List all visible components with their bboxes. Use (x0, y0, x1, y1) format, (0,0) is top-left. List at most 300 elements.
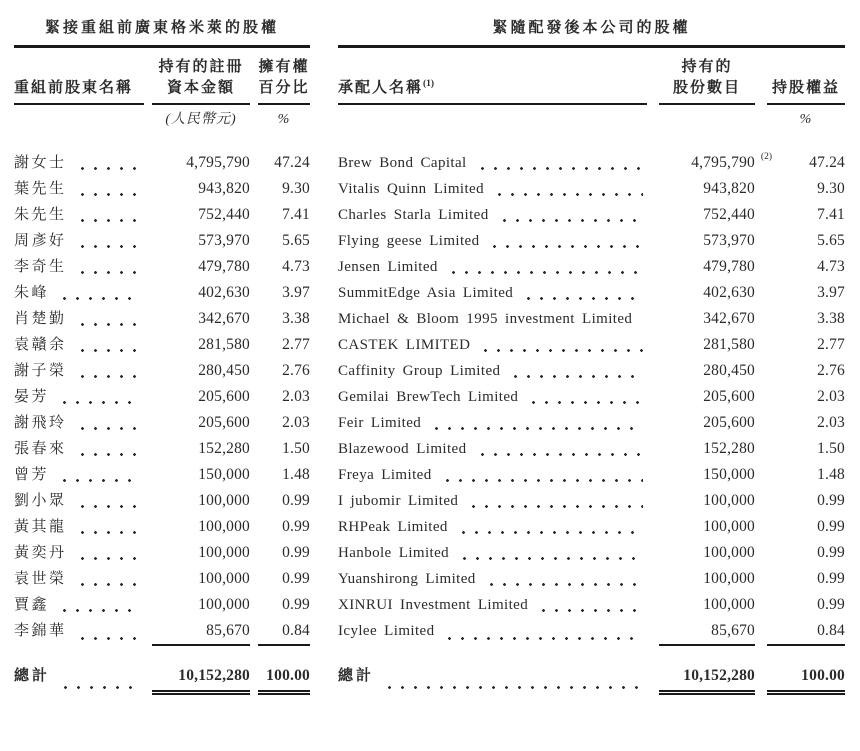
percent-cell (258, 618, 310, 646)
amount-cell (659, 150, 772, 176)
pre-reorg-table-title: 緊接重組前廣東格米萊的股權 (14, 16, 310, 48)
shareholder-name: 袁世榮 (14, 571, 67, 587)
total-amount: 10,152,280 (178, 667, 250, 684)
dot-leader (479, 348, 643, 353)
shareholder-name-cell (338, 488, 647, 514)
percent-cell (767, 514, 845, 540)
shareholder-name-cell (14, 358, 144, 384)
dot-leader (527, 400, 643, 405)
shareholder-name-cell (338, 436, 647, 462)
table-row (338, 436, 845, 462)
column-header-line2: 百分比 (258, 80, 310, 96)
shareholder-name-cell (14, 384, 144, 410)
percent-cell (767, 358, 845, 384)
table-row (14, 280, 310, 306)
amount-value: 205,600 (703, 388, 755, 405)
dot-leader (76, 426, 140, 431)
table-row (14, 202, 310, 228)
column-header-line2: 資本金額 (166, 80, 235, 96)
dot-leader (458, 556, 643, 561)
percent-value: 2.77 (282, 336, 310, 353)
shareholder-name: Freya Limited (338, 467, 432, 483)
shareholder-name: 肖楚勤 (14, 311, 67, 327)
dot-leader (58, 608, 140, 613)
total-percent-cell (258, 663, 310, 695)
dot-leader (76, 582, 140, 587)
dot-leader (76, 504, 140, 509)
table-row (14, 488, 310, 514)
column-header-shares-held (659, 57, 755, 105)
pre-reorg-rows (14, 150, 310, 646)
table-row (338, 410, 845, 436)
percent-value: 4.73 (282, 258, 310, 275)
dot-leader (476, 452, 643, 457)
percent-value: 47.24 (809, 154, 845, 171)
shareholder-name-cell (14, 150, 144, 176)
dot-leader (76, 270, 140, 275)
percent-value: 5.65 (282, 232, 310, 249)
amount-cell (152, 436, 250, 462)
shareholder-name-cell (14, 566, 144, 592)
percent-value: 0.99 (282, 596, 310, 613)
shareholder-name-cell (338, 462, 647, 488)
amount-value: 85,670 (711, 622, 755, 639)
shareholder-name: 晏芳 (14, 389, 50, 405)
dot-leader (498, 218, 643, 223)
total-label: 總計 (14, 668, 51, 684)
table-row (338, 306, 845, 332)
dot-leader (509, 374, 643, 379)
shareholder-name-cell (338, 618, 647, 646)
amount-value: 752,440 (703, 206, 755, 223)
percent-cell (258, 358, 310, 384)
amount-cell (659, 332, 755, 358)
shareholder-name: 謝飛玲 (14, 415, 67, 431)
percent-cell (767, 592, 845, 618)
dot-leader (76, 556, 140, 561)
amount-value: 100,000 (703, 544, 755, 561)
table-row (14, 618, 310, 646)
column-header-line1: 持有的註冊 (158, 59, 244, 75)
percent-value: 2.76 (817, 362, 845, 379)
amount-cell (152, 540, 250, 566)
shareholder-name-cell (14, 176, 144, 202)
amount-value: 100,000 (703, 596, 755, 613)
percent-cell (767, 332, 845, 358)
shareholder-name: 賈鑫 (14, 597, 50, 613)
shareholder-name: 謝子榮 (14, 363, 67, 379)
table-row (14, 358, 310, 384)
pre-reorg-equity-table (14, 16, 310, 695)
table-row (14, 228, 310, 254)
post-placing-subheaders (338, 110, 845, 130)
table-row (338, 514, 845, 540)
amount-value: 205,600 (198, 414, 250, 431)
amount-value: 152,280 (198, 440, 250, 457)
amount-value: 85,670 (206, 622, 250, 639)
amount-value: 100,000 (703, 570, 755, 587)
shareholder-name-cell (338, 410, 647, 436)
table-row (338, 566, 845, 592)
percent-cell (767, 540, 845, 566)
amount-cell (659, 384, 755, 410)
total-percent-cell (767, 663, 845, 695)
shareholder-name-cell (338, 358, 647, 384)
column-header-line1: 擁有權 (258, 59, 310, 75)
table-row (338, 254, 845, 280)
amount-value: 280,450 (703, 362, 755, 379)
table-row (338, 332, 845, 358)
amount-value: 100,000 (198, 544, 250, 561)
shareholder-name-cell (14, 514, 144, 540)
percent-cell (258, 384, 310, 410)
dot-leader (58, 296, 140, 301)
percent-cell (258, 592, 310, 618)
percent-cell (258, 462, 310, 488)
shareholder-name: XINRUI Investment Limited (338, 597, 529, 613)
percent-cell (258, 280, 310, 306)
percent-value: 0.99 (817, 492, 845, 509)
shareholder-name-cell (14, 280, 144, 306)
percent-value: 0.99 (817, 596, 845, 613)
shareholder-name: Vitalis Quinn Limited (338, 181, 484, 197)
pre-reorg-total-row (14, 663, 310, 695)
shareholder-name: 周彥好 (14, 233, 67, 249)
percent-cell (258, 202, 310, 228)
percent-cell (767, 566, 845, 592)
dot-leader (488, 244, 643, 249)
percent-value: 3.38 (817, 310, 845, 327)
shareholder-name: Charles Starla Limited (338, 207, 489, 223)
table-row (14, 306, 310, 332)
amount-value: 152,280 (703, 440, 755, 457)
shareholder-name: 葉先生 (14, 181, 67, 197)
amount-cell (659, 618, 755, 646)
amount-value: 100,000 (198, 570, 250, 587)
percent-value: 1.48 (817, 466, 845, 483)
dot-leader (76, 192, 140, 197)
table-row (14, 592, 310, 618)
amount-value: 205,600 (703, 414, 755, 431)
table-row (338, 540, 845, 566)
shareholder-name: Flying geese Limited (338, 233, 480, 249)
shareholder-name: 李錦華 (14, 623, 67, 639)
column-header-ownership-pct (258, 57, 310, 105)
shareholder-name-cell (14, 488, 144, 514)
shareholder-name: 朱峰 (14, 285, 50, 301)
percent-cell (767, 306, 845, 332)
shareholder-name-cell (14, 436, 144, 462)
amount-cell (152, 306, 250, 332)
percent-cell (258, 254, 310, 280)
table-row (338, 384, 845, 410)
percent-value: 1.50 (282, 440, 310, 457)
percent-value: 0.84 (282, 622, 310, 639)
post-placing-equity-table (338, 16, 845, 695)
percent-cell (258, 540, 310, 566)
shareholder-name-cell (338, 254, 647, 280)
dot-leader (443, 636, 643, 641)
percent-value: 0.99 (817, 544, 845, 561)
shareholder-name-cell (338, 566, 647, 592)
shareholder-name-cell (338, 150, 647, 176)
amount-value: 943,820 (703, 180, 755, 197)
percent-value: 2.03 (282, 388, 310, 405)
dot-leader (76, 374, 140, 379)
total-amount: 10,152,280 (683, 667, 755, 684)
shareholding-tables (14, 16, 845, 695)
amount-cell (152, 176, 250, 202)
amount-cell (659, 280, 755, 306)
amount-cell (152, 410, 250, 436)
percent-value: 9.30 (817, 180, 845, 197)
percent-value: 2.03 (817, 414, 845, 431)
percent-sign: % (277, 112, 291, 127)
percent-value: 0.84 (817, 622, 845, 639)
amount-value: 205,600 (198, 388, 250, 405)
amount-cell (659, 540, 755, 566)
percent-value: 2.03 (817, 388, 845, 405)
amount-value: 4,795,790 (186, 154, 250, 171)
shareholder-name: 謝女士 (14, 155, 67, 171)
footnote-marker: (2) (760, 152, 772, 162)
percent-value: 2.76 (282, 362, 310, 379)
dot-leader (76, 322, 140, 327)
percent-cell (767, 176, 845, 202)
amount-cell (659, 254, 755, 280)
dot-leader (76, 530, 140, 535)
percent-cell (767, 384, 845, 410)
amount-cell (152, 254, 250, 280)
total-label-cell (338, 663, 647, 695)
dot-leader (447, 270, 643, 275)
table-row (14, 384, 310, 410)
percent-cell (258, 228, 310, 254)
shareholder-name: SummitEdge Asia Limited (338, 285, 514, 301)
shareholder-name: Hanbole Limited (338, 545, 450, 561)
table-row (14, 150, 310, 176)
shareholder-name-cell (338, 202, 647, 228)
shareholder-name-cell (14, 592, 144, 618)
percent-value: 2.77 (817, 336, 845, 353)
percent-cell (767, 488, 845, 514)
table-row (14, 540, 310, 566)
amount-cell (152, 592, 250, 618)
shareholder-name: I jubomir Limited (338, 493, 459, 509)
amount-value: 150,000 (703, 466, 755, 483)
table-row (14, 436, 310, 462)
amount-cell (152, 462, 250, 488)
shareholder-name: Blazewood Limited (338, 441, 467, 457)
shareholder-name-cell (14, 306, 144, 332)
shareholder-name: Michael & Bloom 1995 investment Limited (338, 311, 633, 327)
shareholder-name-cell (338, 540, 647, 566)
shareholder-name: Brew Bond Capital (338, 155, 467, 171)
shareholder-name: 朱先生 (14, 207, 67, 223)
percent-cell (258, 150, 310, 176)
percent-value: 1.50 (817, 440, 845, 457)
percent-cell (258, 566, 310, 592)
table-row (338, 358, 845, 384)
shareholder-name: Gemilai BrewTech Limited (338, 389, 519, 405)
percent-value: 9.30 (282, 180, 310, 197)
amount-cell (152, 488, 250, 514)
dot-leader (58, 400, 140, 405)
percent-value: 2.03 (282, 414, 310, 431)
total-percent: 100.00 (801, 667, 845, 684)
dot-leader (641, 322, 643, 327)
shareholder-name: 李奇生 (14, 259, 67, 275)
shareholder-name-cell (338, 280, 647, 306)
shareholder-name-cell (14, 462, 144, 488)
total-label-cell (14, 663, 144, 695)
percent-cell (767, 410, 845, 436)
amount-value: 4,795,790 (691, 154, 755, 171)
shareholder-name: 袁贛余 (14, 337, 67, 353)
post-placing-rows (338, 150, 845, 646)
amount-value: 100,000 (703, 492, 755, 509)
shareholder-name: 張春來 (14, 441, 67, 457)
dot-leader (457, 530, 643, 535)
pre-reorg-subheaders (14, 110, 310, 130)
shareholder-name: 黃其龍 (14, 519, 67, 535)
shareholder-name: Jensen Limited (338, 259, 438, 275)
table-row (338, 592, 845, 618)
dot-leader (476, 166, 643, 171)
shareholder-name-cell (338, 514, 647, 540)
dot-leader (467, 504, 643, 509)
table-row (14, 514, 310, 540)
table-row (338, 150, 845, 176)
column-header-registered-capital (152, 57, 250, 105)
dot-leader (522, 296, 643, 301)
percent-value: 7.41 (817, 206, 845, 223)
percent-sign: % (799, 112, 813, 127)
amount-cell (659, 410, 755, 436)
percent-value: 5.65 (817, 232, 845, 249)
percent-cell (767, 150, 845, 176)
amount-value: 479,780 (703, 258, 755, 275)
amount-value: 479,780 (198, 258, 250, 275)
table-row (338, 618, 845, 646)
dot-leader (76, 452, 140, 457)
shareholder-name-cell (338, 592, 647, 618)
amount-cell (659, 228, 755, 254)
amount-cell (152, 566, 250, 592)
shareholder-name-cell (338, 306, 647, 332)
shareholder-name-cell (14, 618, 144, 646)
table-row (338, 228, 845, 254)
dot-leader (493, 192, 643, 197)
table-row (338, 202, 845, 228)
table-row (338, 462, 845, 488)
dot-leader (485, 582, 643, 587)
percent-value: 0.99 (817, 570, 845, 587)
shareholder-name-cell (14, 202, 144, 228)
percent-cell (767, 254, 845, 280)
shareholder-name: 黃奕丹 (14, 545, 67, 561)
amount-value: 943,820 (198, 180, 250, 197)
percent-cell (767, 202, 845, 228)
amount-value: 402,630 (198, 284, 250, 301)
amount-value: 573,970 (198, 232, 250, 249)
dot-leader (430, 426, 643, 431)
amount-cell (659, 488, 755, 514)
percent-cell (258, 436, 310, 462)
percent-value: 1.48 (282, 466, 310, 483)
shareholder-name: 劉小眾 (14, 493, 67, 509)
percent-cell (767, 462, 845, 488)
shareholder-name: 曾芳 (14, 467, 50, 483)
shareholder-name-cell (338, 228, 647, 254)
amount-cell (659, 436, 755, 462)
amount-cell (152, 358, 250, 384)
amount-cell (659, 176, 755, 202)
dot-leader (76, 218, 140, 223)
table-row (14, 332, 310, 358)
amount-cell (659, 202, 755, 228)
footnote-marker: (1) (423, 79, 435, 89)
table-row (338, 280, 845, 306)
amount-cell (152, 618, 250, 646)
percent-cell (767, 228, 845, 254)
percent-value: 4.73 (817, 258, 845, 275)
amount-cell (659, 514, 755, 540)
column-header-shareholder-name (14, 57, 144, 105)
dot-leader (537, 608, 643, 613)
table-row (338, 488, 845, 514)
shareholder-name: CASTEK LIMITED (338, 337, 471, 353)
amount-value: 281,580 (198, 336, 250, 353)
table-row (14, 566, 310, 592)
dot-leader (76, 348, 140, 353)
amount-cell (659, 358, 755, 384)
amount-value: 100,000 (703, 518, 755, 535)
amount-value: 281,580 (703, 336, 755, 353)
amount-cell (152, 332, 250, 358)
post-placing-table-title: 緊隨配發後本公司的股權 (338, 16, 845, 48)
shareholder-name: Feir Limited (338, 415, 422, 431)
amount-cell (152, 384, 250, 410)
amount-cell (152, 228, 250, 254)
shareholder-name-cell (14, 228, 144, 254)
amount-value: 280,450 (198, 362, 250, 379)
column-header-shareholding-interest (767, 57, 845, 105)
amount-cell (152, 202, 250, 228)
amount-cell (659, 306, 755, 332)
percent-value: 47.24 (274, 154, 310, 171)
amount-value: 100,000 (198, 596, 250, 613)
amount-value: 342,670 (703, 310, 755, 327)
amount-value: 100,000 (198, 518, 250, 535)
percent-value: 0.99 (282, 492, 310, 509)
dot-leader (441, 478, 643, 483)
shareholder-name-cell (338, 176, 647, 202)
column-header-text: 重組前股東名稱 (14, 80, 134, 96)
shareholder-name: Caffinity Group Limited (338, 363, 501, 379)
shareholder-name-cell (338, 384, 647, 410)
amount-cell (659, 592, 755, 618)
dot-leader (76, 244, 140, 249)
percent-cell (258, 176, 310, 202)
percent-cell (767, 618, 845, 646)
total-percent: 100.00 (266, 667, 310, 684)
column-header-text: 持股權益 (771, 80, 840, 96)
percent-cell (258, 410, 310, 436)
shareholder-name: Yuanshirong Limited (338, 571, 476, 587)
table-row (338, 176, 845, 202)
amount-value: 402,630 (703, 284, 755, 301)
